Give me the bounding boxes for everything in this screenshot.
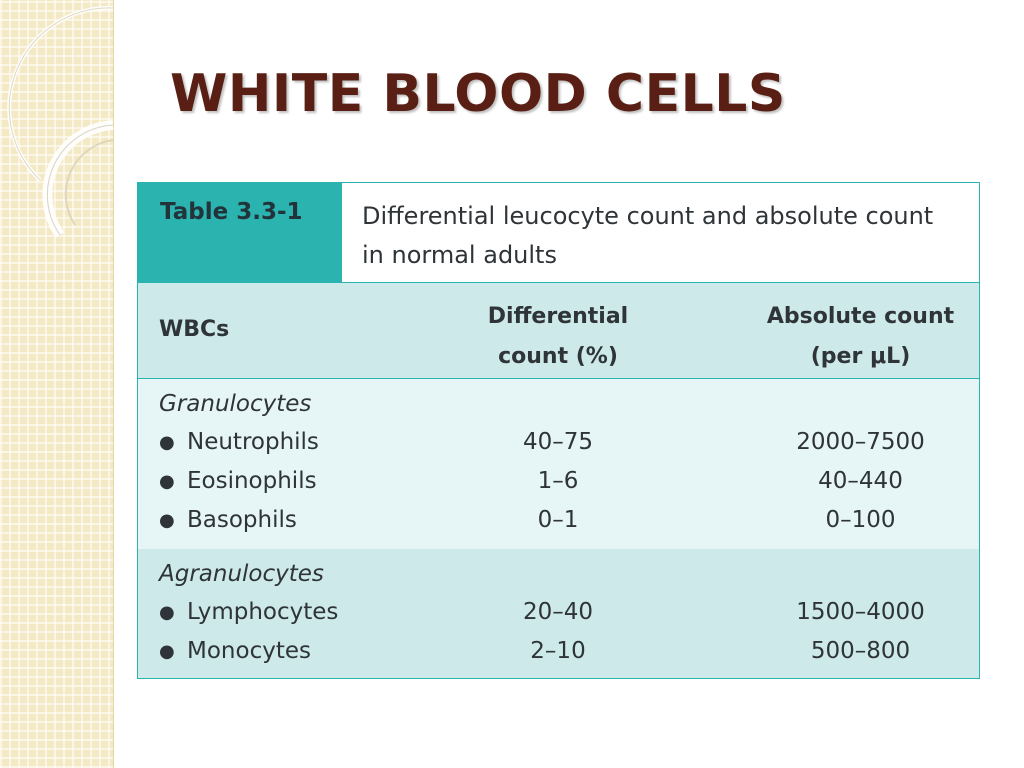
header-absolute: Absolute count (per μL) bbox=[766, 304, 955, 369]
cell-absolute: 0–100 bbox=[825, 507, 896, 533]
cell-name: Eosinophils bbox=[187, 468, 317, 494]
table-row bbox=[138, 468, 979, 508]
table-header-row bbox=[138, 282, 979, 379]
slide-title: WHITE BLOOD CELLS bbox=[170, 64, 786, 124]
group-agranulocytes bbox=[138, 549, 979, 678]
bullet-icon: ● bbox=[159, 471, 175, 492]
table-caption: Differential leucocyte count and absolute count in normal adults bbox=[362, 202, 934, 269]
wbc-table bbox=[137, 182, 980, 679]
cell-absolute: 1500–4000 bbox=[796, 599, 925, 625]
group-granulocytes bbox=[138, 379, 979, 549]
cell-differential: 20–40 bbox=[522, 599, 594, 625]
cell-name: Monocytes bbox=[187, 638, 311, 664]
table-label: Table 3.3-1 bbox=[138, 183, 342, 282]
cell-differential: 2–10 bbox=[530, 638, 586, 664]
cell-absolute: 500–800 bbox=[810, 638, 911, 664]
cell-differential: 1–6 bbox=[537, 468, 579, 494]
cell-differential: 40–75 bbox=[522, 429, 594, 455]
cell-name: Lymphocytes bbox=[187, 599, 339, 625]
table-row bbox=[138, 507, 979, 547]
header-wbcs: WBCs bbox=[159, 317, 230, 342]
cell-name: Basophils bbox=[187, 507, 297, 533]
cell-name: Neutrophils bbox=[187, 429, 319, 455]
cell-absolute: 40–440 bbox=[818, 468, 903, 494]
table-row bbox=[138, 638, 979, 678]
bullet-icon: ● bbox=[159, 432, 175, 453]
cell-differential: 0–1 bbox=[537, 507, 579, 533]
group-title: Agranulocytes bbox=[159, 561, 324, 587]
bullet-icon: ● bbox=[159, 641, 175, 662]
group-title: Granulocytes bbox=[159, 391, 312, 417]
bullet-icon: ● bbox=[159, 602, 175, 623]
bullet-icon: ● bbox=[159, 510, 175, 531]
table-row bbox=[138, 429, 979, 469]
table-caption-row bbox=[138, 183, 979, 282]
header-differential: Differential count (%) bbox=[487, 304, 629, 369]
table-row bbox=[138, 599, 979, 639]
cell-absolute: 2000–7500 bbox=[796, 429, 925, 455]
